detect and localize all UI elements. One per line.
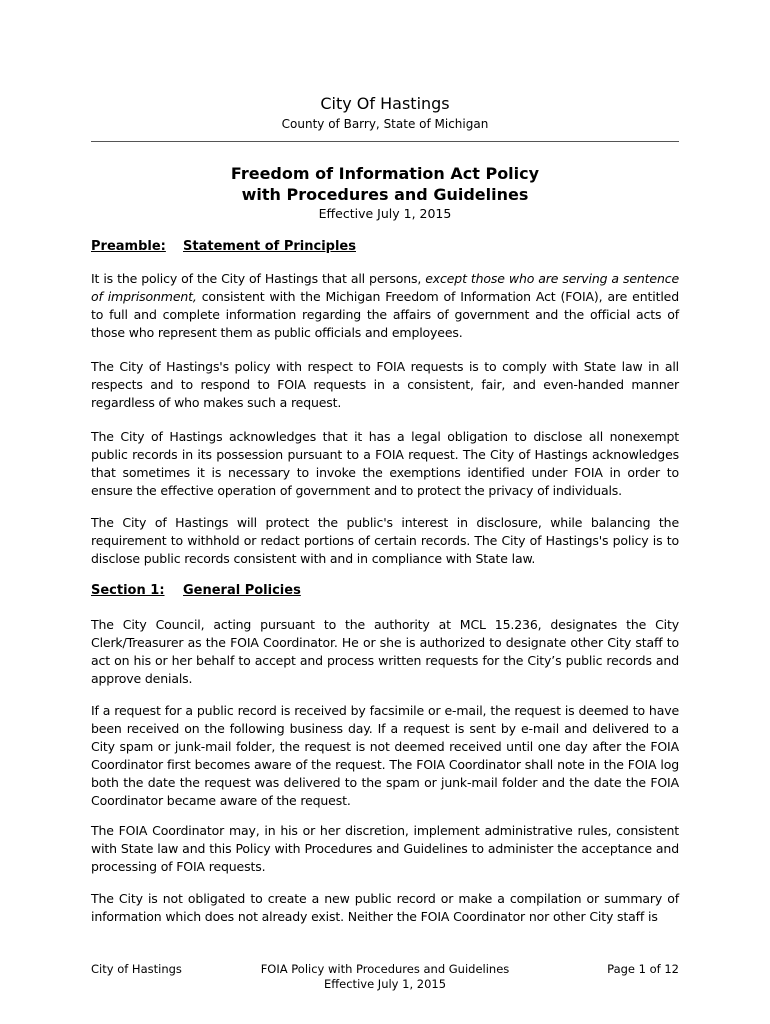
section-1-title: General Policies xyxy=(183,583,301,598)
document-effective-date: Effective July 1, 2015 xyxy=(318,206,452,221)
footer-city: City of Hastings xyxy=(91,962,182,976)
section-1-paragraph-1: The City Council, acting pursuant to the authority at MCL 15.236, designates the City Clerk/Treasurer as the FOIA Coordinator. He or she is authorized to designate other City staff to act on his or her behalf to accept and process written requests for the City’s public records and approve denials. xyxy=(91,617,679,686)
preamble-title: Statement of Principles xyxy=(183,239,356,254)
preamble-p1-italic: except those who are serving a sentence of imprisonment, xyxy=(91,271,680,304)
page-number: Page 1 of 12 xyxy=(607,962,679,976)
preamble-paragraph-1 xyxy=(91,270,679,342)
footer-effective-date: Effective July 1, 2015 xyxy=(323,977,447,991)
preamble-label: Preamble: xyxy=(91,239,166,254)
section-1-paragraph-2: If a request for a public record is received by facsimile or e-mail, the request is deemed to have been received on the following business day. If a request is sent by e-mail and delivered to a City spam or junk-mail folder, the request is not deemed received until one day after the FOIA Coordinator first becomes aware of the request. The FOIA Coordinator shall note in the FOIA log both the date the request was delivered to the spam or junk-mail folder and the date the FOIA Coordinator became aware of the request. xyxy=(91,703,679,808)
header-county: County of Barry, State of Michigan xyxy=(281,117,489,131)
document-title xyxy=(0,163,770,205)
preamble-paragraph-3: The City of Hastings acknowledges that it has a legal obligation to disclose all nonexempt public records in its possession pursuant to a FOIA request. The City of Hastings acknowledges that sometimes it is necessary to invoke the exemptions identified under FOIA in order to ensure the effective operation of government and to protect the privacy of individuals. xyxy=(91,429,679,498)
section-1-heading xyxy=(91,582,301,599)
section-1-paragraph-3: The FOIA Coordinator may, in his or her discretion, implement administrative rules, consistent with State law and this Policy with Procedures and Guidelines to administer the acceptance and processing of FOIA requests. xyxy=(91,823,679,874)
preamble-p1-start: It is the policy of the City of Hastings that all persons, xyxy=(91,271,426,286)
header-city-name: City Of Hastings xyxy=(320,94,450,113)
preamble-paragraph-2: The City of Hastings's policy with respect to FOIA requests is to comply with State law in all respects and to respond to FOIA requests in a consistent, fair, and even-handed manner regardless of who makes such a request. xyxy=(91,359,679,410)
document-title-line-1: Freedom of Information Act Policy xyxy=(230,164,540,183)
preamble-p1-end: consistent with the Michigan Freedom of Information Act (FOIA), are entitled to full and complete information regarding the affairs of government and the official acts of those who represent them as public officials and employees. xyxy=(91,289,679,340)
preamble-paragraph-4: The City of Hastings will protect the public's interest in disclosure, while balancing the requirement to withhold or redact portions of certain records. The City of Hastings's policy is to disclose public records consistent with and in compliance with State law. xyxy=(91,515,679,566)
header-divider xyxy=(91,141,679,142)
footer-policy-title: FOIA Policy with Procedures and Guidelines xyxy=(260,962,510,976)
preamble-heading xyxy=(91,238,356,255)
document-title-line-2: with Procedures and Guidelines xyxy=(241,185,529,204)
section-1-label: Section 1: xyxy=(91,583,165,598)
section-1-paragraph-4: The City is not obligated to create a new public record or make a compilation or summary of information which does not already exist. Neither the FOIA Coordinator nor other City staff is xyxy=(91,891,679,924)
